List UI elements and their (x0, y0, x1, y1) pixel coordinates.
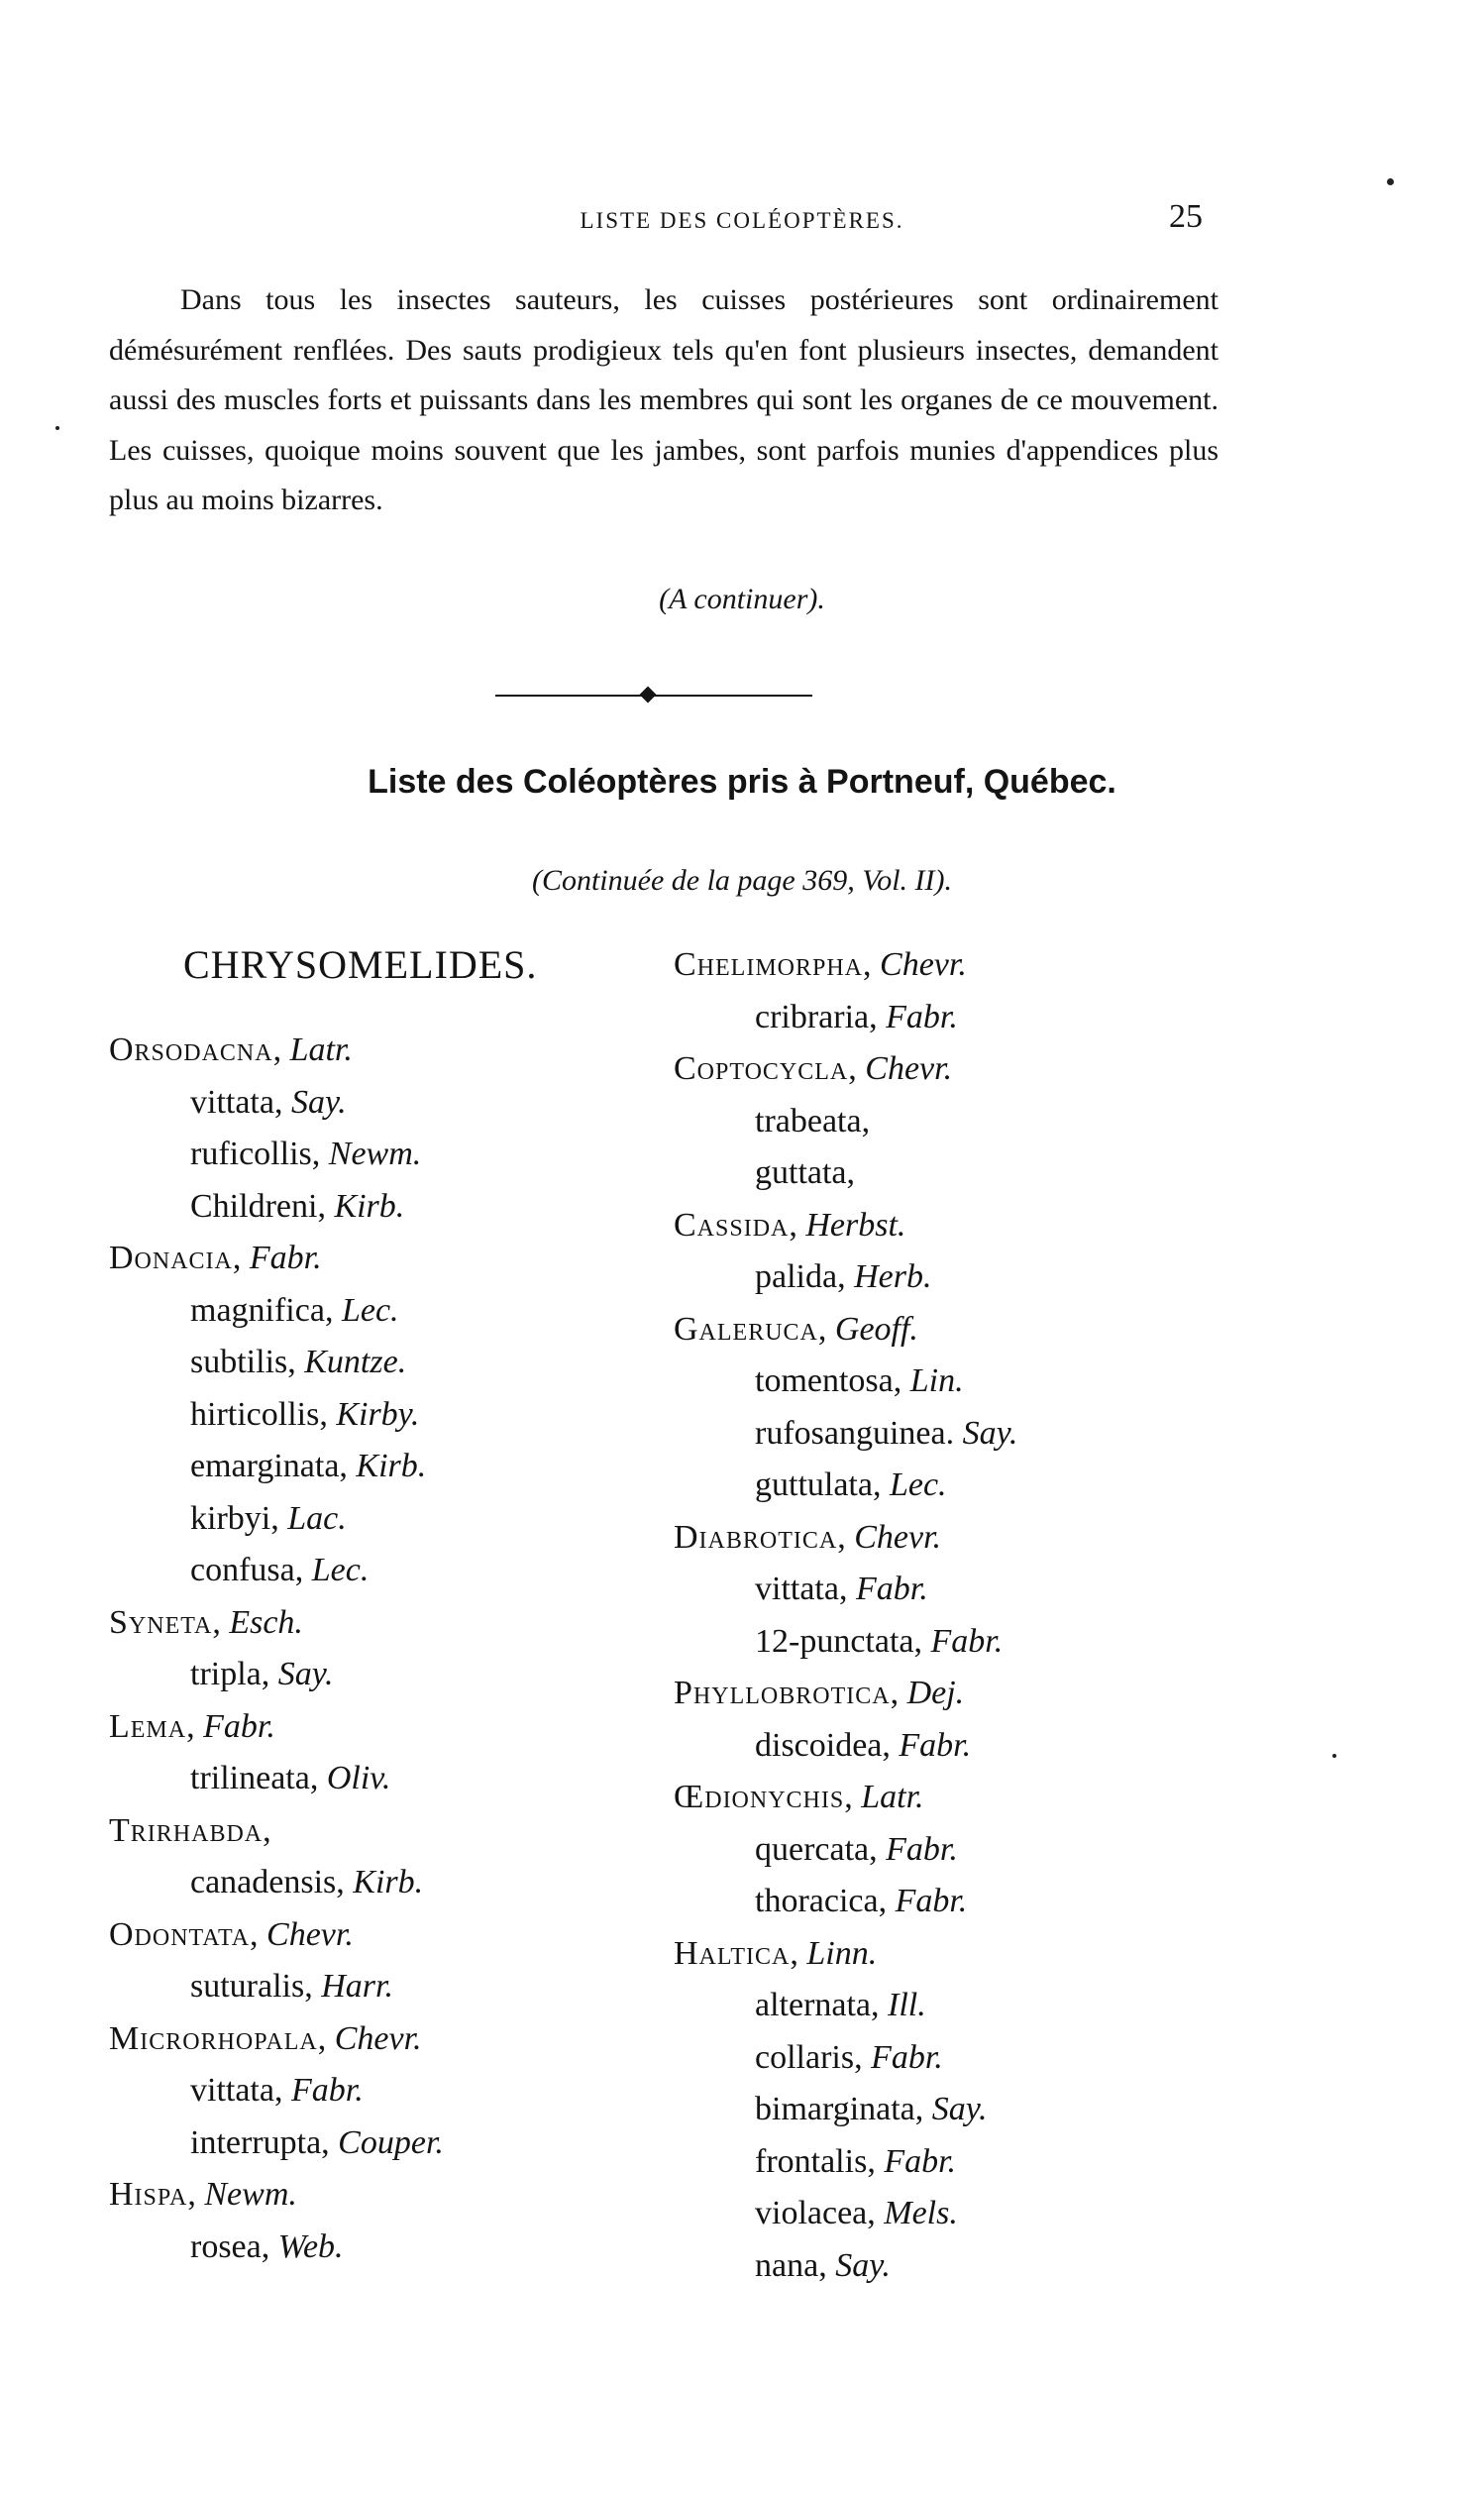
article-title: Liste des Coléoptères pris à Portneuf, Québec. (368, 763, 1116, 801)
species-name: discoidea (755, 1726, 883, 1764)
entry-separator: , (837, 1518, 855, 1556)
genus-name: Hispa (109, 2176, 188, 2213)
entry-separator: , (261, 1656, 278, 1692)
author-abbrev: Fabr. (930, 1622, 1004, 1660)
species-name: vittata (755, 1571, 839, 1607)
entry-separator: , (187, 2176, 205, 2213)
genus-entry (109, 1909, 444, 1962)
species-name: canadensis (190, 1864, 337, 1900)
genus-entry (674, 1668, 1017, 1720)
entry-separator: , (817, 1310, 835, 1348)
species-name: tomentosa (755, 1362, 894, 1399)
author-abbrev: Fabr. (290, 2072, 364, 2109)
entry-separator: , (818, 2246, 836, 2284)
species-entry (109, 1441, 444, 1493)
entry-separator: , (882, 1726, 900, 1764)
genus-name: Chelimorpha (674, 946, 864, 983)
species-name: tripla (190, 1656, 262, 1692)
author-abbrev: Fabr. (249, 1240, 322, 1276)
author-abbrev: Oliv. (326, 1760, 391, 1796)
author-abbrev: Chevr. (334, 2019, 422, 2057)
genus-entry (109, 2169, 444, 2222)
author-abbrev: Say. (931, 2091, 988, 2127)
body-paragraph (109, 275, 1219, 526)
entry-separator: , (893, 1362, 910, 1399)
entry-separator: , (272, 1031, 290, 1068)
entry-separator: , (890, 1675, 907, 1711)
entry-separator: , (212, 1603, 230, 1641)
author-abbrev: Dej. (906, 1675, 965, 1711)
genus-entry (674, 1512, 1017, 1565)
species-name: vittata (190, 2072, 274, 2109)
author-abbrev: Kirb. (356, 1448, 427, 1484)
entry-separator: , (304, 1968, 322, 2005)
author-abbrev: Say. (962, 1414, 1018, 1452)
family-heading: CHRYSOMELIDES. (183, 942, 538, 987)
entry-separator: , (838, 1571, 856, 1607)
species-entry (674, 2032, 1017, 2085)
species-entry (674, 1356, 1017, 1408)
entry-separator: , (869, 998, 887, 1035)
species-name: frontalis (755, 2142, 868, 2180)
author-abbrev: Latr. (289, 1031, 353, 1068)
author-abbrev: Mels. (884, 2195, 958, 2231)
species-entry (674, 1616, 1017, 1669)
author-abbrev: Harr. (321, 1968, 393, 2005)
genus-entry (109, 1597, 444, 1650)
entry-separator: , (232, 1240, 250, 1276)
author-abbrev: Fabr. (855, 1571, 928, 1607)
author-abbrev: Chevr. (854, 1518, 942, 1556)
genus-entry (674, 1928, 1017, 1981)
genus-entry (109, 1025, 444, 1077)
species-name: kirbyi (190, 1499, 271, 1537)
author-abbrev: Herb. (854, 1258, 932, 1295)
species-name: confusa (190, 1552, 295, 1588)
genus-entry (674, 939, 1017, 992)
species-entry (674, 2136, 1017, 2189)
species-name: suturalis (190, 1968, 305, 2005)
entry-separator: , (872, 1466, 890, 1503)
genus-name: Coptocycla (674, 1050, 849, 1087)
species-entry (109, 1545, 444, 1597)
author-abbrev: Fabr. (203, 1707, 275, 1745)
genus-entry (109, 1233, 444, 1285)
entry-separator: , (854, 2038, 872, 2076)
species-entry (109, 2222, 444, 2274)
rule-ornament (640, 687, 657, 704)
species-entry (109, 1285, 444, 1338)
species-entry (109, 1649, 444, 1701)
author-abbrev: Kirb. (353, 1864, 424, 1900)
species-entry (109, 1129, 444, 1181)
author-abbrev: Newm. (204, 2176, 297, 2213)
entry-separator: , (861, 1102, 871, 1139)
author-abbrev: Lac. (287, 1499, 347, 1537)
entry-separator: , (319, 1395, 337, 1433)
author-abbrev: Web. (277, 2227, 344, 2265)
species-name: vittata (190, 1083, 274, 1121)
species-name: emarginata (190, 1448, 340, 1484)
author-abbrev: Newm. (328, 1136, 422, 1172)
author-abbrev: Lec. (311, 1552, 370, 1588)
genus-entry (674, 1304, 1017, 1357)
page-number: 25 (1169, 198, 1203, 235)
genus-entry (674, 1772, 1017, 1824)
author-abbrev: Ill. (888, 1987, 926, 2023)
entry-separator: , (317, 1187, 335, 1225)
species-entry (674, 1096, 1017, 1148)
entry-separator: , (913, 1622, 931, 1660)
species-entry (109, 1961, 444, 2013)
species-name: quercata (755, 1830, 870, 1868)
species-name: interrupta (190, 2123, 322, 2161)
running-head: LISTE DES COLÉOPTÈRES. (580, 208, 904, 233)
species-entry (674, 1251, 1017, 1304)
genus-name: Orsodacna (109, 1031, 273, 1068)
species-name: palida (755, 1258, 838, 1295)
species-name: rufosanguinea (755, 1414, 946, 1452)
species-entry (109, 1337, 444, 1389)
entry-separator: , (789, 1206, 806, 1244)
species-name: bimarginata (755, 2091, 915, 2127)
author-abbrev: Fabr. (884, 2142, 957, 2180)
author-abbrev: Kirb. (334, 1187, 405, 1225)
genus-name: Syneta (109, 1603, 213, 1641)
species-entry (109, 1181, 444, 1234)
entry-separator: , (324, 1291, 342, 1329)
species-entry (674, 1824, 1017, 1877)
genus-name: Phyllobrotica (674, 1675, 891, 1711)
entry-separator: , (273, 2072, 291, 2109)
entry-separator: , (844, 1779, 862, 1815)
genus-name: Œdionychis (674, 1779, 845, 1815)
entry-separator: , (869, 1830, 887, 1868)
author-abbrev: Fabr. (886, 1830, 958, 1868)
entry-separator: , (294, 1552, 312, 1588)
author-abbrev: Chevr. (880, 946, 967, 983)
entry-separator: . (945, 1414, 963, 1452)
species-name: thoracica (755, 1883, 879, 1919)
species-entry (109, 1493, 444, 1546)
paragraph-text: Dans tous les insectes sauteurs, les cuisses postérieures sont ordinairement démésurément renflées. Des sauts prodigieux tels qu'en font plusieurs insectes, demandent aussi des muscles forts et puissants dans les membres qui sont les organes de ce mouvement. Les cuisses, quoique moins souvent que les jambes, sont parfois munies d'appendices plus plus au moins bizarres. (109, 283, 1219, 516)
species-entry (674, 1876, 1017, 1928)
genus-entry (109, 1805, 444, 1858)
author-abbrev: Herbst. (805, 1206, 906, 1244)
entry-separator: , (270, 1499, 288, 1537)
species-list-left (109, 1025, 444, 2273)
entry-separator: , (321, 2123, 339, 2161)
species-entry (109, 2117, 444, 2170)
species-entry (674, 1980, 1017, 2032)
genus-name: Trirhabda (109, 1811, 264, 1849)
entry-separator: , (250, 1915, 267, 1953)
genus-entry (674, 1200, 1017, 1252)
author-abbrev: Chevr. (865, 1050, 953, 1087)
entry-separator: , (867, 2195, 885, 2231)
species-name: guttata (755, 1154, 847, 1191)
genus-entry (109, 1701, 444, 1754)
species-name: cribraria (755, 998, 870, 1035)
genus-name: Haltica (674, 1934, 791, 1972)
genus-name: Lema (109, 1707, 187, 1745)
entry-separator: , (263, 1811, 271, 1849)
species-name: guttulata (755, 1466, 873, 1503)
author-abbrev: Say. (290, 1083, 347, 1121)
author-abbrev: Lin. (909, 1362, 964, 1399)
genus-entry (674, 1043, 1017, 1096)
author-abbrev: Lec. (341, 1291, 399, 1329)
subtitle-text: (Continuée de la page 369, Vol. II). (531, 864, 953, 897)
entry-separator: , (261, 2227, 278, 2265)
scan-speck (1387, 178, 1394, 185)
species-entry (674, 2188, 1017, 2240)
author-abbrev: Kuntze. (304, 1344, 407, 1380)
species-entry (674, 1408, 1017, 1461)
species-entry (109, 2065, 444, 2117)
species-name: ruficollis (190, 1136, 312, 1172)
article-subtitle (0, 864, 1484, 898)
genus-entry (109, 2013, 444, 2066)
scan-speck (1332, 1754, 1336, 1758)
species-entry (674, 992, 1017, 1044)
author-abbrev: Lec. (889, 1466, 947, 1503)
species-entry (674, 1147, 1017, 1200)
entry-separator: , (311, 1136, 329, 1172)
species-name: nana (755, 2246, 819, 2284)
species-name: trabeata (755, 1102, 862, 1139)
genus-name: Microrhopala (109, 2019, 318, 2057)
entry-separator: , (914, 2091, 932, 2127)
entry-separator: , (863, 946, 881, 983)
entry-separator: , (867, 2142, 885, 2180)
entry-separator: , (317, 2019, 335, 2057)
species-entry (109, 1389, 444, 1442)
genus-name: Cassida (674, 1206, 790, 1244)
genus-name: Diabrotica (674, 1518, 838, 1556)
entry-separator: , (273, 1083, 291, 1121)
species-name: hirticollis (190, 1395, 320, 1433)
species-entry (109, 1077, 444, 1130)
author-abbrev: Linn. (806, 1934, 878, 1972)
species-entry (674, 1564, 1017, 1616)
species-name: magnifica (190, 1291, 325, 1329)
entry-separator: , (790, 1934, 807, 1972)
entry-separator: , (846, 1154, 856, 1191)
species-entry (674, 2240, 1017, 2293)
author-abbrev: Fabr. (895, 1883, 968, 1919)
continue-note (0, 583, 1484, 616)
entry-separator: , (878, 1883, 896, 1919)
species-name: violacea (755, 2195, 868, 2231)
author-abbrev: Latr. (861, 1779, 924, 1815)
species-name: trilineata (190, 1760, 310, 1796)
genus-name: Odontata (109, 1915, 251, 1953)
species-entry (109, 1857, 444, 1909)
entry-separator: , (871, 1987, 889, 2023)
author-abbrev: Geoff. (834, 1310, 918, 1348)
entry-separator: , (848, 1050, 866, 1087)
author-abbrev: Fabr. (871, 2038, 943, 2076)
author-abbrev: Chevr. (266, 1915, 354, 1953)
entry-separator: , (336, 1864, 354, 1900)
genus-name: Donacia (109, 1240, 233, 1276)
species-list-right (674, 939, 1017, 2292)
species-name: 12-punctata (755, 1622, 914, 1660)
species-name: rosea (190, 2227, 262, 2265)
genus-name: Galeruca (674, 1310, 818, 1348)
author-abbrev: Say. (277, 1656, 334, 1692)
species-name: subtilis (190, 1344, 288, 1380)
author-abbrev: Couper. (338, 2123, 444, 2161)
entry-separator: , (287, 1344, 305, 1380)
author-abbrev: Say. (835, 2246, 891, 2284)
species-name: collaris (755, 2038, 855, 2076)
scan-speck (55, 426, 59, 430)
author-abbrev: Fabr. (886, 998, 958, 1035)
species-name: Childreni (190, 1187, 318, 1225)
species-entry (674, 2084, 1017, 2136)
entry-separator: , (837, 1258, 855, 1295)
entry-separator: , (186, 1707, 204, 1745)
species-entry (674, 1720, 1017, 1773)
species-entry (109, 1753, 444, 1805)
entry-separator: , (339, 1448, 357, 1484)
species-name: alternata (755, 1987, 872, 2023)
author-abbrev: Kirby. (336, 1395, 420, 1433)
species-entry (674, 1460, 1017, 1512)
author-abbrev: Esch. (229, 1603, 303, 1641)
entry-separator: , (309, 1760, 327, 1796)
author-abbrev: Fabr. (899, 1726, 972, 1764)
continue-note-text: (A continuer). (659, 583, 825, 615)
